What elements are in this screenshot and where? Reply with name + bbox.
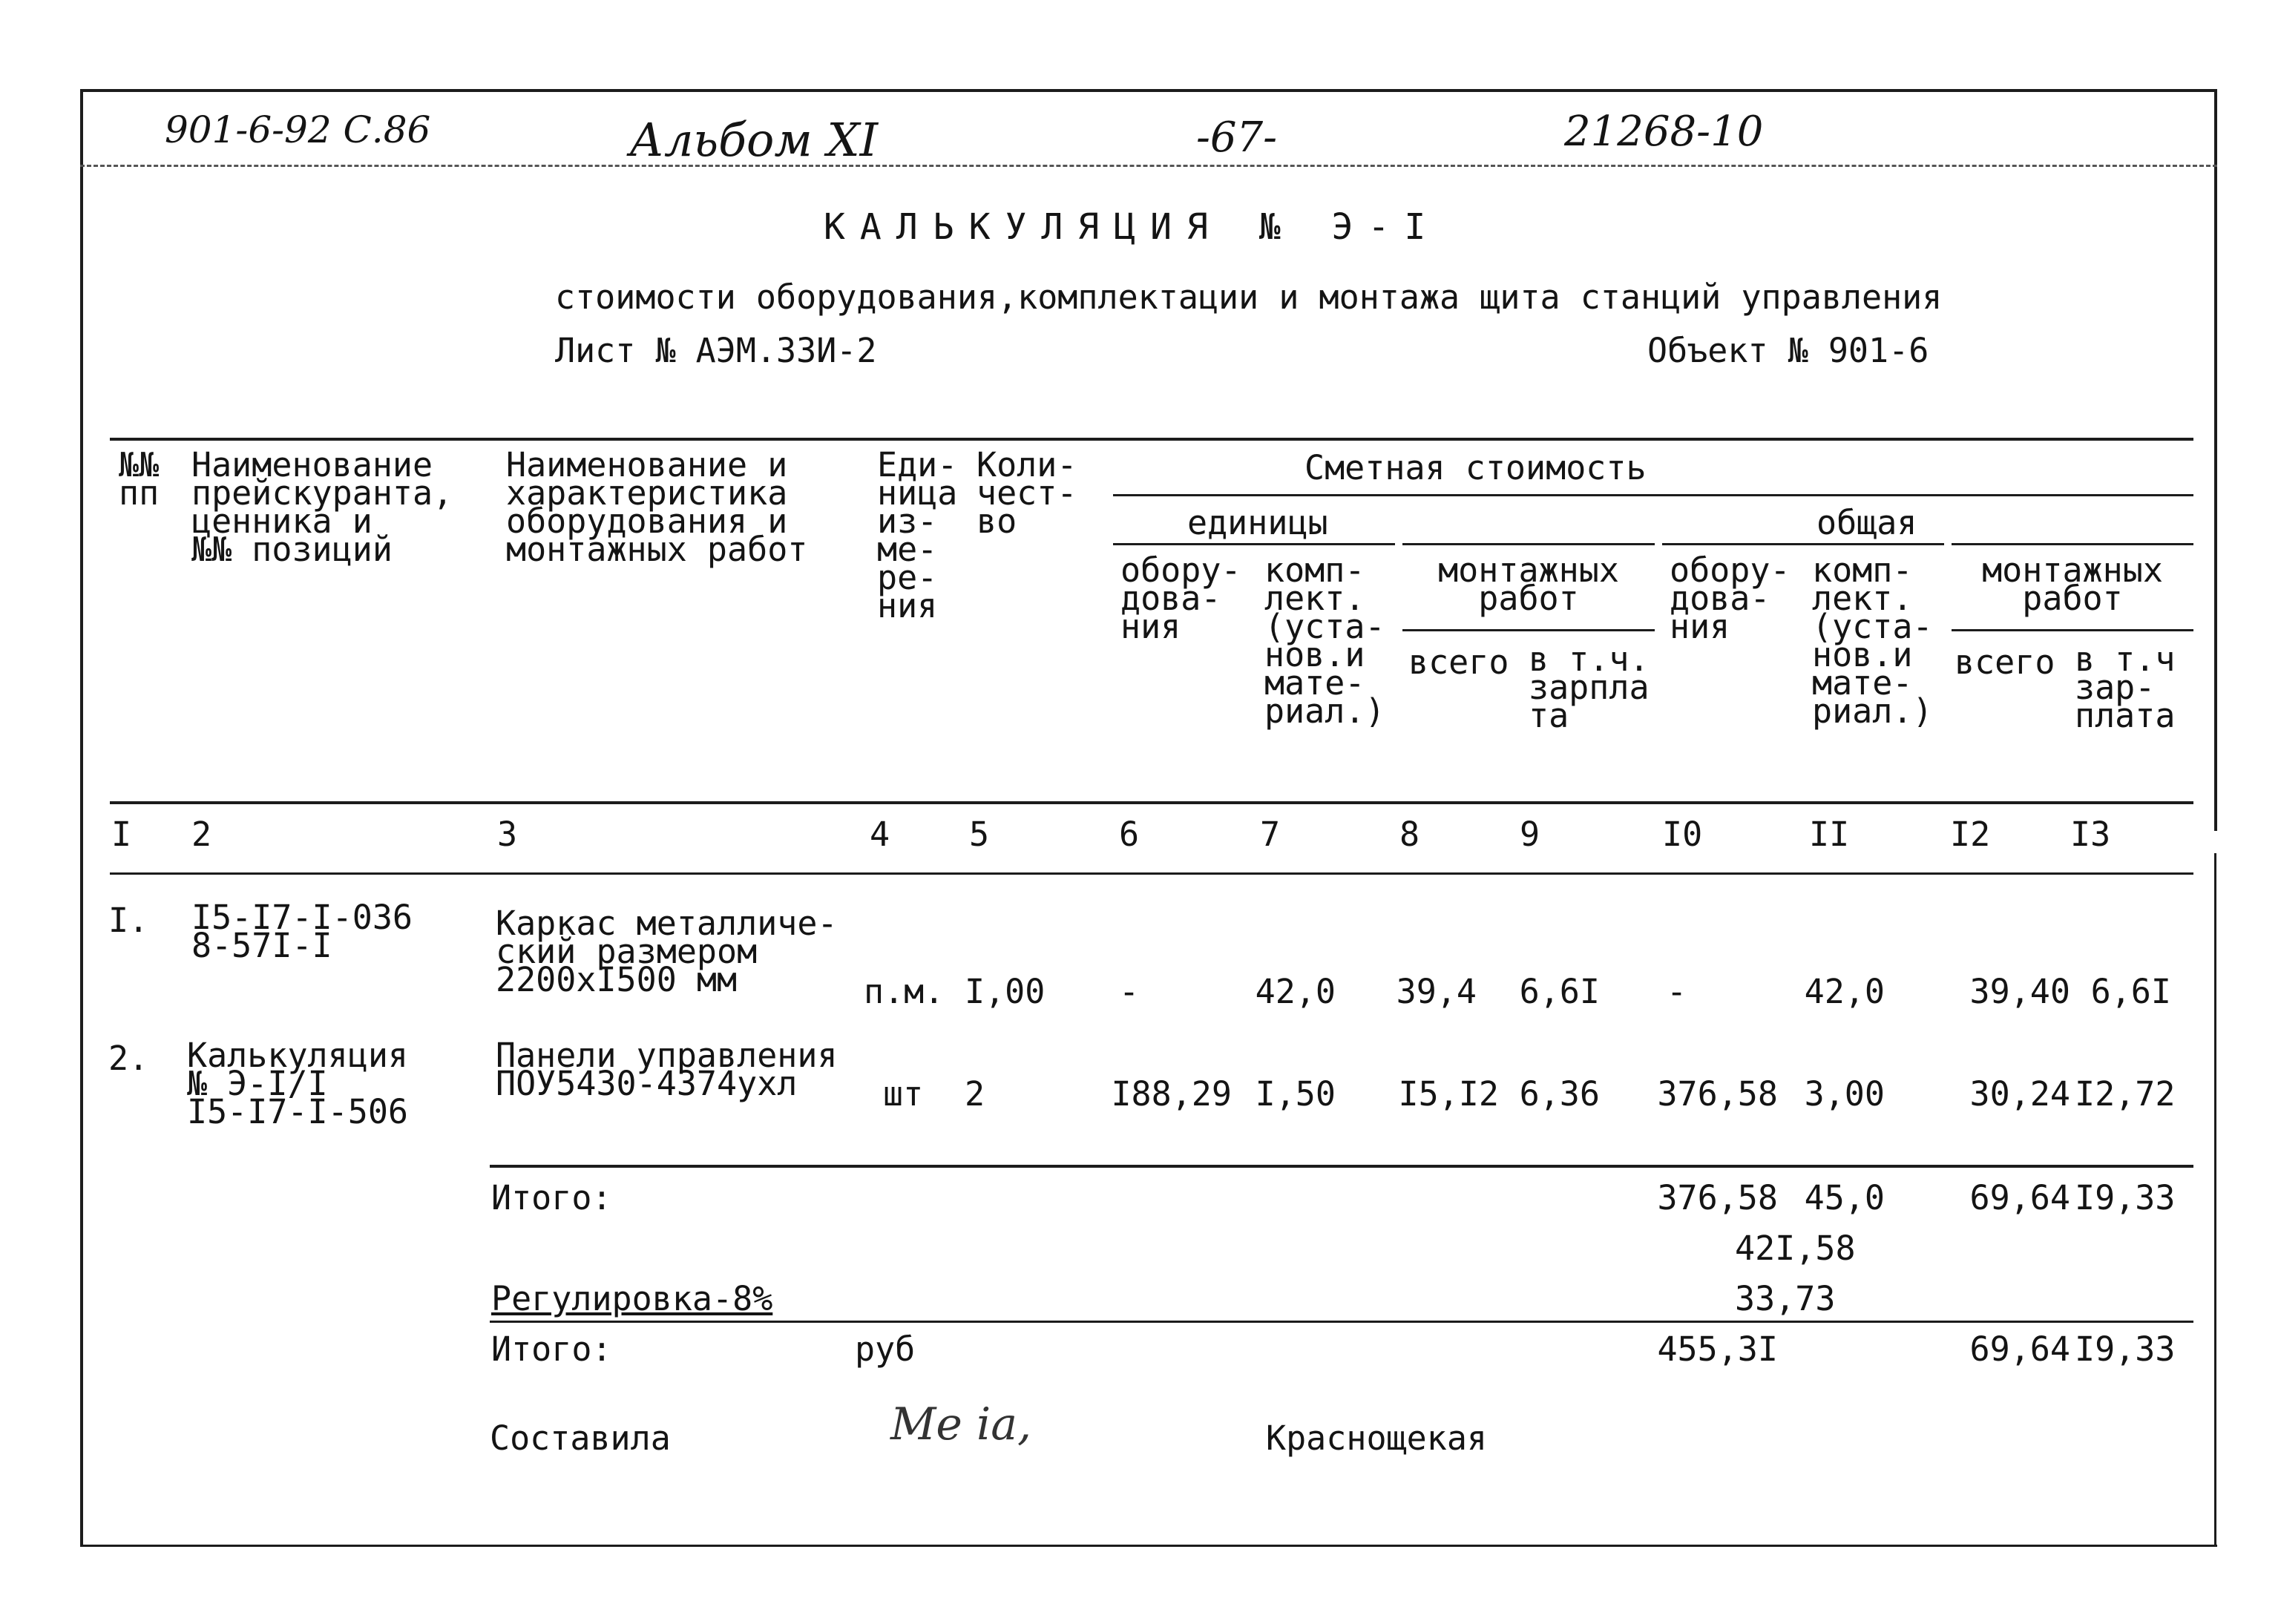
row2-reference: Калькуляция № Э-I/I I5-I7-I-506 — [187, 1036, 409, 1131]
row2-mont-incl-unit: 6,36 — [1519, 1074, 1600, 1114]
itogo-label: Итого: — [491, 1178, 612, 1217]
mont-unit-underline — [1402, 629, 1655, 631]
compiler-name: Краснощекая — [1266, 1418, 1488, 1458]
doc-number: 21268-10 — [1564, 108, 1764, 156]
unit-underline-b — [1402, 543, 1655, 545]
album-label: Альбом XI — [629, 113, 879, 167]
itogo2-label: Итого: — [491, 1329, 612, 1369]
row1-description: Каркас металличе- ский размером 2200хI500 мм — [496, 904, 838, 999]
mont-total-underline — [1952, 629, 2193, 631]
itogo-mont-all-total: 69,64 — [1969, 1178, 2070, 1217]
col-number-12: I2 — [1950, 815, 1991, 854]
row1-qty: I,00 — [965, 972, 1046, 1011]
row2-unit: шт — [883, 1074, 924, 1114]
row1-mont-all-total: 39,40 — [1969, 972, 2070, 1011]
col-header-qty: Коли- чест- во — [977, 445, 1077, 541]
row2-mont-all-unit: I5,I2 — [1398, 1074, 1499, 1114]
frame-right-line-lower — [2214, 853, 2216, 1547]
col-header-description: Наименование и характеристика оборудования и монтажных работ — [506, 445, 808, 569]
col-number-5: 5 — [969, 815, 990, 854]
row1-mont-incl-total: 6,6I — [2090, 972, 2171, 1011]
row2-mont-incl-total: I2,72 — [2075, 1074, 2176, 1114]
col-header-incl-unit: в т.ч. зарпла та — [1529, 640, 1650, 735]
col-number-4: 4 — [870, 815, 890, 854]
row1-kompl-total: 42,0 — [1804, 972, 1885, 1011]
totals-top-line — [490, 1165, 2193, 1168]
row1-number: I. — [108, 901, 149, 940]
row2-qty: 2 — [965, 1074, 985, 1114]
col-number-2: 2 — [191, 815, 212, 854]
regulation-underline — [490, 1321, 2193, 1323]
row1-mont-incl-unit: 6,6I — [1519, 972, 1600, 1011]
col-header-kompl-unit: комп- лект. (уста- нов.и мате- риал.) — [1264, 550, 1385, 731]
col-number-9: 9 — [1520, 815, 1540, 854]
row2-description: Панели управления ПОУ5430-4374ухл — [496, 1036, 838, 1103]
itogo2-unit: руб — [855, 1329, 916, 1369]
row2-equip-total: 376,58 — [1657, 1074, 1778, 1114]
col-header-incl-total: в т.ч зар- плата — [2075, 640, 2176, 735]
table-top-line — [110, 438, 2193, 441]
header-underline — [80, 165, 2217, 167]
unit-underline-a — [1113, 543, 1395, 545]
col-header-mont-total: монтажных работ — [1982, 550, 2163, 618]
itogo-sum: 42I,58 — [1735, 1229, 1856, 1268]
col-header-unit-cost: единицы — [1187, 503, 1328, 542]
itogo2-mont-incl-total: I9,33 — [2075, 1329, 2176, 1369]
col-number-7: 7 — [1260, 815, 1281, 854]
col-number-6: 6 — [1119, 815, 1140, 854]
row2-mont-all-total: 30,24 — [1969, 1074, 2070, 1114]
calc-subtitle: стоимости оборудования,комплектации и монтажа щита станций управления — [555, 277, 1943, 317]
frame-bottom-line — [80, 1545, 2217, 1547]
regulation-value: 33,73 — [1735, 1279, 1836, 1318]
col-number-13: I3 — [2070, 815, 2111, 854]
col-header-equip-total: обору- дова- ния — [1670, 550, 1791, 646]
col-number-3: 3 — [497, 815, 518, 854]
row1-equip-unit: - — [1119, 972, 1140, 1011]
regulation-label: Регулировка-8% — [491, 1279, 773, 1318]
col-header-total-cost: общая — [1816, 503, 1917, 542]
total-underline-a — [1662, 543, 1944, 545]
col-number-10: I0 — [1662, 815, 1703, 854]
frame-left-line — [80, 89, 83, 1547]
compiled-by-label: Составила — [490, 1418, 671, 1458]
itogo-kompl-total: 45,0 — [1804, 1178, 1885, 1217]
row2-equip-unit: I88,29 — [1111, 1074, 1232, 1114]
col-header-all-unit: всего — [1408, 642, 1509, 682]
signature: Ме іа, — [890, 1398, 1032, 1450]
colnum-bottom-line — [110, 872, 2193, 875]
col-header-all-total: всего — [1955, 642, 2055, 682]
col-header-mont-unit: монтажных работ — [1438, 550, 1619, 618]
row1-mont-all-unit: 39,4 — [1396, 972, 1477, 1011]
col-number-1: I — [111, 815, 132, 854]
col-header-pricelist: Наименование прейскуранта, ценника и №№ позиций — [191, 445, 453, 569]
frame-right-line — [2214, 89, 2217, 831]
header-bottom-line — [110, 801, 2193, 804]
row2-number: 2. — [108, 1039, 149, 1078]
col-header-npp: №№ пп — [119, 445, 160, 513]
col-header-kompl-total: комп- лект. (уста- нов.и мате- риал.) — [1812, 550, 1933, 731]
row2-kompl-total: 3,00 — [1804, 1074, 1885, 1114]
row1-equip-total: - — [1667, 972, 1687, 1011]
sheet-number: Лист № АЭМ.33И-2 — [555, 331, 877, 370]
object-number: Объект № 901-6 — [1647, 331, 1929, 370]
row1-reference: I5-I7-I-036 8-57I-I — [191, 898, 413, 965]
col-header-equip-unit: обору- дова- ния — [1120, 550, 1241, 646]
itogo-mont-incl-total: I9,33 — [2075, 1178, 2176, 1217]
row1-kompl-unit: 42,0 — [1255, 972, 1336, 1011]
itogo-equip-total: 376,58 — [1657, 1178, 1778, 1217]
frame-top-line — [80, 89, 2217, 92]
total-underline-b — [1952, 543, 2193, 545]
col-header-unit: Еди- ница из- ме- ре- ния — [877, 445, 958, 625]
calc-title: КАЛЬКУЛЯЦИЯ № Э-I — [824, 206, 1441, 248]
col-number-8: 8 — [1399, 815, 1420, 854]
col-number-11: II — [1809, 815, 1850, 854]
doc-code: 901-6-92 С.86 — [165, 108, 431, 151]
group-underline — [1113, 494, 2193, 496]
itogo2-mont-all-total: 69,64 — [1969, 1329, 2070, 1369]
col-header-group: Сметная стоимость — [1304, 448, 1647, 487]
itogo2-equip-total: 455,3I — [1657, 1329, 1778, 1369]
row1-unit: п.м. — [864, 972, 945, 1011]
row2-kompl-unit: I,50 — [1255, 1074, 1336, 1114]
page-number: -67- — [1196, 114, 1278, 162]
